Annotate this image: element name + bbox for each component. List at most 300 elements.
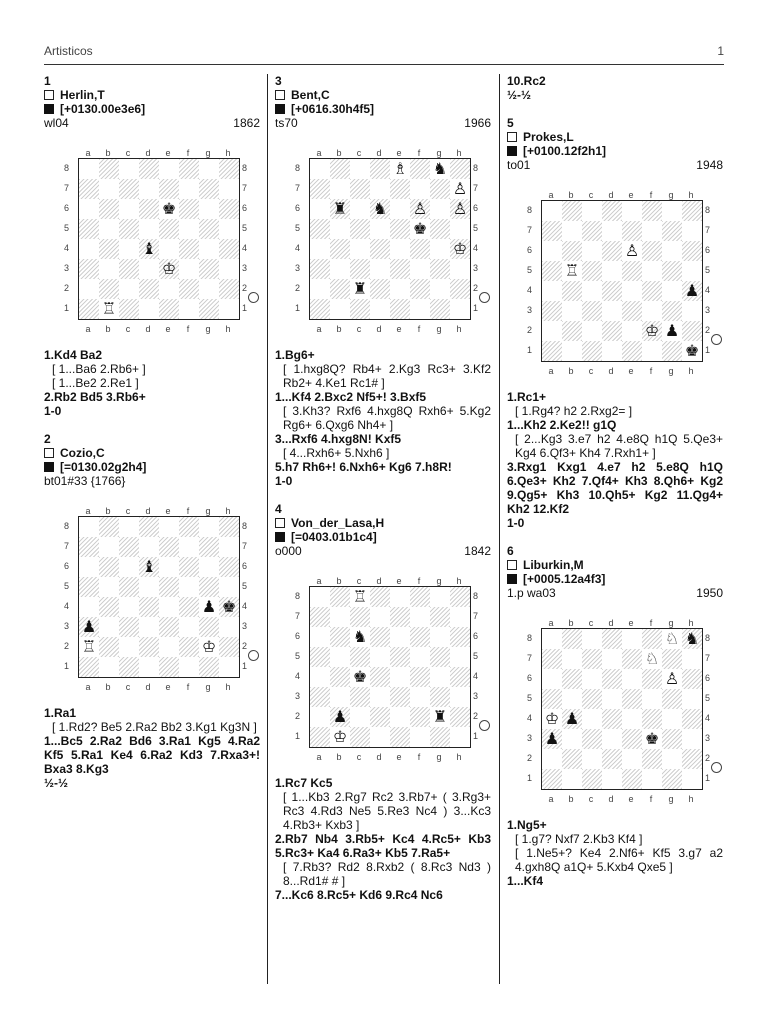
file-label: d xyxy=(145,506,151,516)
year: 1948 xyxy=(696,158,723,172)
piece-f2: ♔ xyxy=(644,321,660,340)
square-b5 xyxy=(562,689,582,709)
rank-label: 6 xyxy=(705,245,711,255)
square-g6 xyxy=(430,199,450,219)
file-label: f xyxy=(649,190,653,200)
square-g2 xyxy=(430,707,450,727)
position-code: [+0130.00e3e6] xyxy=(60,102,146,116)
square-b5 xyxy=(330,219,350,239)
square-d5 xyxy=(370,647,390,667)
square-f3 xyxy=(642,301,662,321)
square-f1 xyxy=(410,727,430,747)
composer-name: Cozio,C xyxy=(60,446,105,460)
square-e6 xyxy=(390,199,410,219)
square-f8 xyxy=(410,587,430,607)
source-line xyxy=(507,158,723,172)
square-e7 xyxy=(390,179,410,199)
square-h4 xyxy=(219,239,239,259)
square-h5 xyxy=(682,689,702,709)
square-d3 xyxy=(602,301,622,321)
running-title: Artisticos xyxy=(44,44,93,58)
rank-label: 2 xyxy=(473,711,479,721)
square-b4 xyxy=(562,709,582,729)
square-a3 xyxy=(79,259,99,279)
variation: [ 1.Ne5+? Ke4 2.Nf6+ Kf5 3.g7 a2 4.gxh8Q a1Q+ 5.Kxb4 Qxe5 ] xyxy=(515,846,723,874)
variation: [ 1...Ba6 2.Rb6+ ] xyxy=(52,362,146,376)
square-e4 xyxy=(390,239,410,259)
square-f2 xyxy=(179,637,199,657)
file-label: f xyxy=(186,148,190,158)
square-f1 xyxy=(179,299,199,319)
square-b5 xyxy=(330,647,350,667)
square-h8 xyxy=(682,629,702,649)
square-f2 xyxy=(179,279,199,299)
chess-diagram xyxy=(521,188,711,378)
square-a3 xyxy=(542,301,562,321)
square-h6 xyxy=(682,241,702,261)
game-entry xyxy=(507,74,723,102)
square-b7 xyxy=(99,179,119,199)
file-label: g xyxy=(668,794,674,804)
page-header xyxy=(44,44,724,65)
square-f4 xyxy=(642,281,662,301)
rank-label: 4 xyxy=(473,243,479,253)
file-label: h xyxy=(456,752,462,762)
square-c2 xyxy=(582,321,602,341)
source: 1.p wa03 xyxy=(507,586,556,600)
rank-label: 6 xyxy=(242,561,248,571)
rank-label: 1 xyxy=(64,661,70,671)
piece-f7: ♘ xyxy=(644,649,660,668)
square-c8 xyxy=(119,517,139,537)
square-b8 xyxy=(99,517,119,537)
file-label: e xyxy=(396,148,402,158)
square-b7 xyxy=(330,179,350,199)
square-b3 xyxy=(330,259,350,279)
square-d5 xyxy=(602,689,622,709)
file-label: c xyxy=(356,324,362,334)
square-f4 xyxy=(179,239,199,259)
rank-label: 6 xyxy=(705,673,711,683)
piece-g2: ♔ xyxy=(201,637,217,656)
square-h5 xyxy=(219,577,239,597)
file-label: h xyxy=(456,576,462,586)
square-c2 xyxy=(119,279,139,299)
square-e5 xyxy=(390,647,410,667)
rank-labels xyxy=(705,628,710,788)
code-line xyxy=(275,102,491,116)
main-line: 1.Rc7 Kc5 xyxy=(275,776,333,790)
square-e5 xyxy=(390,219,410,239)
square-f7 xyxy=(179,537,199,557)
white-square-icon xyxy=(44,90,54,100)
square-c6 xyxy=(119,557,139,577)
file-label: g xyxy=(436,752,442,762)
square-b4 xyxy=(99,239,119,259)
square-a8 xyxy=(79,517,99,537)
square-g4 xyxy=(199,597,219,617)
column-middle xyxy=(275,74,491,916)
piece-h1: ♚ xyxy=(684,341,700,360)
white-to-move-icon xyxy=(248,650,259,661)
square-f2 xyxy=(642,749,662,769)
main-line: 1.Ng5+ xyxy=(507,818,547,832)
square-e6 xyxy=(159,199,179,219)
square-h8 xyxy=(219,517,239,537)
piece-g8: ♘ xyxy=(664,629,680,648)
file-label: d xyxy=(608,366,614,376)
game-number: 1 xyxy=(44,74,51,88)
square-h3 xyxy=(682,729,702,749)
square-h8 xyxy=(450,159,470,179)
square-e5 xyxy=(159,577,179,597)
square-b2 xyxy=(99,279,119,299)
file-label: e xyxy=(628,794,634,804)
rank-label: 8 xyxy=(527,205,533,215)
square-c8 xyxy=(350,159,370,179)
file-label: g xyxy=(668,366,674,376)
file-label: b xyxy=(336,148,342,158)
piece-h4: ♟ xyxy=(684,281,700,300)
square-b1 xyxy=(562,341,582,361)
file-label: f xyxy=(417,752,421,762)
file-label: d xyxy=(376,148,382,158)
file-label: e xyxy=(628,366,634,376)
source-line xyxy=(44,116,260,130)
square-h1 xyxy=(682,769,702,789)
piece-f6: ♙ xyxy=(412,199,428,218)
square-g2 xyxy=(662,749,682,769)
square-h2 xyxy=(219,637,239,657)
rank-label: 5 xyxy=(527,265,533,275)
square-a7 xyxy=(542,221,562,241)
rank-label: 6 xyxy=(295,631,301,641)
piece-e8: ♗ xyxy=(392,159,408,178)
square-d7 xyxy=(602,649,622,669)
main-line: 1-0 xyxy=(44,404,62,418)
file-label: d xyxy=(376,576,382,586)
square-b6 xyxy=(99,199,119,219)
square-a5 xyxy=(310,647,330,667)
square-e2 xyxy=(159,279,179,299)
piece-h4: ♚ xyxy=(221,597,237,616)
file-label: f xyxy=(649,794,653,804)
file-label: e xyxy=(628,190,634,200)
file-label: h xyxy=(225,506,231,516)
square-c8 xyxy=(119,159,139,179)
square-f8 xyxy=(179,159,199,179)
square-e6 xyxy=(159,557,179,577)
file-label: d xyxy=(145,148,151,158)
square-d4 xyxy=(139,597,159,617)
rank-label: 3 xyxy=(473,691,479,701)
rank-label: 7 xyxy=(473,611,479,621)
square-e2 xyxy=(390,279,410,299)
square-d5 xyxy=(139,577,159,597)
square-a5 xyxy=(79,219,99,239)
square-h8 xyxy=(219,159,239,179)
rank-label: 5 xyxy=(527,693,533,703)
square-a7 xyxy=(310,179,330,199)
chessboard xyxy=(541,628,703,790)
rank-label: 3 xyxy=(705,305,711,315)
square-c5 xyxy=(119,219,139,239)
piece-e3: ♔ xyxy=(161,259,177,278)
square-a8 xyxy=(542,201,562,221)
square-f6 xyxy=(642,241,662,261)
square-e8 xyxy=(159,517,179,537)
square-d3 xyxy=(370,687,390,707)
square-a2 xyxy=(79,637,99,657)
square-e1 xyxy=(159,657,179,677)
composer-line xyxy=(275,516,491,530)
rank-label: 7 xyxy=(473,183,479,193)
variation: [ 1.Rg4? h2 2.Rxg2= ] xyxy=(515,404,633,418)
square-e1 xyxy=(390,299,410,319)
square-e8 xyxy=(159,159,179,179)
square-d1 xyxy=(139,657,159,677)
square-g2 xyxy=(430,279,450,299)
square-b3 xyxy=(562,729,582,749)
chessboard xyxy=(541,200,703,362)
square-e6 xyxy=(622,669,642,689)
rank-label: 8 xyxy=(473,163,479,173)
rank-label: 2 xyxy=(527,325,533,335)
rank-label: 5 xyxy=(473,651,479,661)
rank-label: 7 xyxy=(242,541,248,551)
rank-label: 1 xyxy=(242,303,248,313)
square-c1 xyxy=(582,769,602,789)
square-c3 xyxy=(119,259,139,279)
game-number: 4 xyxy=(275,502,282,516)
file-label: g xyxy=(436,148,442,158)
square-h3 xyxy=(682,301,702,321)
square-f7 xyxy=(642,649,662,669)
square-a8 xyxy=(310,587,330,607)
game-entry xyxy=(507,116,723,530)
main-line: 2.Rb7 Nb4 3.Rb5+ Kc4 4.Rc5+ Kb3 5.Rc3+ Ka4 6.Ra3+ Kb5 7.Ra5+ xyxy=(275,832,491,860)
file-labels xyxy=(309,750,469,764)
square-e3 xyxy=(622,729,642,749)
square-g3 xyxy=(199,259,219,279)
square-d8 xyxy=(139,159,159,179)
square-c4 xyxy=(582,281,602,301)
piece-c2: ♜ xyxy=(352,279,368,298)
square-h1 xyxy=(219,299,239,319)
square-a6 xyxy=(542,669,562,689)
rank-labels xyxy=(527,628,532,788)
file-label: a xyxy=(85,506,91,516)
piece-b2: ♟ xyxy=(332,707,348,726)
main-line: ½-½ xyxy=(507,88,532,102)
square-h2 xyxy=(682,749,702,769)
rank-label: 7 xyxy=(64,183,70,193)
white-to-move-icon xyxy=(479,292,490,303)
square-f4 xyxy=(410,667,430,687)
rank-labels xyxy=(473,586,478,746)
variation: [ 1.hxg8Q? Rb4+ 2.Kg3 Rc3+ 3.Kf2 Rb2+ 4.Ke1 Rc1# ] xyxy=(283,362,491,390)
square-h4 xyxy=(682,281,702,301)
file-label: e xyxy=(165,506,171,516)
column-left xyxy=(44,74,260,804)
composer-name: Prokes,L xyxy=(523,130,574,144)
square-c5 xyxy=(582,261,602,281)
square-f1 xyxy=(642,769,662,789)
square-e4 xyxy=(159,597,179,617)
rank-label: 2 xyxy=(295,283,301,293)
square-f7 xyxy=(179,179,199,199)
square-d2 xyxy=(139,637,159,657)
square-c8 xyxy=(582,629,602,649)
square-b2 xyxy=(562,321,582,341)
square-c3 xyxy=(582,301,602,321)
square-h3 xyxy=(450,259,470,279)
square-e4 xyxy=(622,281,642,301)
rank-label: 6 xyxy=(242,203,248,213)
page-number: 1 xyxy=(717,44,724,58)
square-f8 xyxy=(642,201,662,221)
file-label: b xyxy=(568,366,574,376)
rank-label: 5 xyxy=(473,223,479,233)
file-label: a xyxy=(548,190,554,200)
rank-labels xyxy=(527,200,532,360)
rank-label: 5 xyxy=(295,651,301,661)
square-a8 xyxy=(542,629,562,649)
square-f3 xyxy=(642,729,662,749)
square-d2 xyxy=(370,279,390,299)
square-h6 xyxy=(219,557,239,577)
source-line xyxy=(44,474,260,488)
square-d4 xyxy=(139,239,159,259)
rank-label: 6 xyxy=(527,245,533,255)
chess-diagram xyxy=(289,574,479,764)
file-label: f xyxy=(186,506,190,516)
rank-label: 1 xyxy=(705,345,711,355)
code-line xyxy=(507,144,723,158)
file-label: h xyxy=(456,148,462,158)
variation: [ 4...Rxh6+ 5.Nxh6 ] xyxy=(283,446,390,460)
square-c4 xyxy=(119,597,139,617)
square-d2 xyxy=(602,321,622,341)
square-a3 xyxy=(542,729,562,749)
rank-label: 6 xyxy=(64,203,70,213)
square-b8 xyxy=(330,587,350,607)
square-d1 xyxy=(370,727,390,747)
square-h6 xyxy=(682,669,702,689)
file-label: f xyxy=(417,576,421,586)
square-a4 xyxy=(542,709,562,729)
square-b7 xyxy=(562,221,582,241)
black-square-icon xyxy=(275,104,285,114)
square-d3 xyxy=(139,259,159,279)
square-a7 xyxy=(79,179,99,199)
code-line xyxy=(44,460,260,474)
file-label: d xyxy=(376,752,382,762)
square-b6 xyxy=(99,557,119,577)
rank-label: 5 xyxy=(242,223,248,233)
square-h8 xyxy=(682,201,702,221)
file-label: a xyxy=(85,148,91,158)
year: 1966 xyxy=(464,116,491,130)
rank-label: 4 xyxy=(527,285,533,295)
black-square-icon xyxy=(44,462,54,472)
main-line: 1.Kd4 Ba2 xyxy=(44,348,103,362)
rank-label: 7 xyxy=(64,541,70,551)
square-a1 xyxy=(310,299,330,319)
square-c1 xyxy=(582,341,602,361)
square-g2 xyxy=(199,637,219,657)
rank-label: 1 xyxy=(242,661,248,671)
square-g3 xyxy=(662,729,682,749)
source: to01 xyxy=(507,158,531,172)
square-a4 xyxy=(79,239,99,259)
rank-label: 4 xyxy=(295,671,301,681)
rank-label: 5 xyxy=(242,581,248,591)
square-c4 xyxy=(350,239,370,259)
file-label: d xyxy=(608,190,614,200)
square-b7 xyxy=(99,537,119,557)
year: 1862 xyxy=(233,116,260,130)
square-f6 xyxy=(179,557,199,577)
square-a3 xyxy=(310,259,330,279)
rank-label: 4 xyxy=(242,601,248,611)
main-line: 10.Rc2 xyxy=(507,74,546,88)
variation: [ 1...Kb3 2.Rg7 Rc2 3.Rb7+ ( 3.Rg3+ Rc3 4.Rd3 Ne5 5.Re3 Nc4 ) 3...Kc3 4.Rb3+ Kxb3 ] xyxy=(283,790,491,832)
square-c7 xyxy=(350,179,370,199)
square-e4 xyxy=(622,709,642,729)
square-d1 xyxy=(370,299,390,319)
source-line xyxy=(275,116,491,130)
square-a6 xyxy=(310,627,330,647)
file-label: a xyxy=(316,148,322,158)
square-b1 xyxy=(330,727,350,747)
square-f4 xyxy=(179,597,199,617)
file-label: g xyxy=(436,576,442,586)
rank-labels xyxy=(64,158,69,318)
rank-labels xyxy=(473,158,478,318)
main-line: 3...Rxf6 4.hxg8N! Kxf5 xyxy=(275,432,402,446)
square-e2 xyxy=(622,749,642,769)
rank-label: 2 xyxy=(295,711,301,721)
file-label: b xyxy=(568,190,574,200)
square-b1 xyxy=(562,769,582,789)
file-label: f xyxy=(649,618,653,628)
white-square-icon xyxy=(507,560,517,570)
rank-label: 3 xyxy=(242,621,248,631)
file-label: h xyxy=(688,618,694,628)
main-line: 1...Kf4 xyxy=(507,874,544,888)
chessboard xyxy=(78,158,240,320)
year: 1842 xyxy=(464,544,491,558)
piece-b6: ♜ xyxy=(332,199,348,218)
square-e5 xyxy=(622,689,642,709)
square-f7 xyxy=(410,179,430,199)
square-b8 xyxy=(562,201,582,221)
file-labels xyxy=(541,364,701,378)
square-d1 xyxy=(602,769,622,789)
rank-label: 7 xyxy=(705,225,711,235)
piece-h8: ♞ xyxy=(684,629,700,648)
square-d8 xyxy=(139,517,159,537)
rank-label: 8 xyxy=(295,163,301,173)
square-a1 xyxy=(310,727,330,747)
square-f3 xyxy=(410,259,430,279)
square-d7 xyxy=(139,179,159,199)
variation: [ 1.Rd2? Be5 2.Ra2 Bb2 3.Kg1 Kg3N ] xyxy=(52,720,257,734)
file-label: g xyxy=(668,618,674,628)
square-g3 xyxy=(430,259,450,279)
square-g7 xyxy=(430,607,450,627)
